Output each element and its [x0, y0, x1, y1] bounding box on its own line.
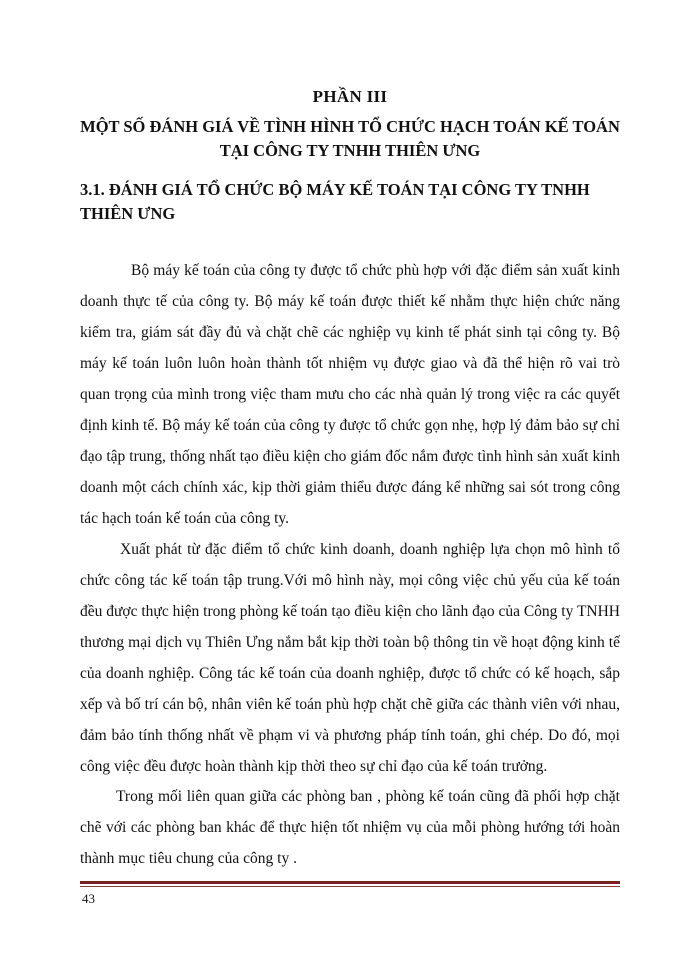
paragraph-2: Xuất phát từ đặc điểm tổ chức kinh doanh, doanh nghiệp lựa chọn mô hình tổ chức công tác kế toán tập trung.Với mô hình này, mọi công việc chủ yếu của kế toán đều được thực hiện trong phòng kế toán tạo điều kiện cho lãnh đạo của Công ty TNHH thương mại dịch vụ Thiên Ưng nắm bắt kịp thời toàn bộ thông tin về hoạt động kinh tế của doanh nghiệp. Công tác kế toán của doanh nghiệp, được tổ chức có kế hoạch, sắp xếp và bố trí cán bộ, nhân viên kế toán phù hợp chặt chẽ giữa các thành viên với nhau, đảm bảo tính thống nhất về phạm vi và phương pháp tính toán, ghi chép. Do đó, mọi công việc đều được hoàn thành kịp thời theo sự chỉ đạo của kế toán trưởng.: [80, 541, 620, 775]
footer-rule-thin: [80, 886, 620, 887]
part-subtitle: MỘT SỐ ĐÁNH GIÁ VỀ TÌNH HÌNH TỔ CHỨC HẠCH TOÁN KẾ TOÁN TẠI CÔNG TY TNHH THIÊN ƯNG: [80, 117, 620, 160]
part-title: PHẦN III: [312, 87, 388, 106]
footer-rule-thick: [80, 881, 620, 884]
paragraph-3: Trong mối liên quan giữa các phòng ban , phòng kế toán cũng đã phối hợp chặt chẽ với các phòng ban khác để thực hiện tốt nhiệm vụ của mỗi phòng hướng tới hoàn thành mục tiêu chung của công ty .: [80, 788, 620, 867]
paragraph-1: Bộ máy kế toán của công ty được tổ chức phù hợp với đặc điểm sản xuất kinh doanh thực tế của công ty. Bộ máy kế toán được thiết kế nhằm thực hiện chức năng kiểm tra, giám sát đầy đủ và chặt chẽ các nghiệp vụ kinh tế phát sinh tại công ty. Bộ máy kế toán luôn luôn hoàn thành tốt nhiệm vụ được giao và đã thể hiện rõ vai trò quan trọng của mình trong việc tham mưu cho các nhà quản lý trong việc ra các quyết định kinh tế. Bộ máy kế toán của công ty được tổ chức gọn nhẹ, hợp lý đảm bảo sự chỉ đạo tập trung, thống nhất tạo điều kiện cho giám đốc nắm được tình hình sản xuất kinh doanh một cách chính xác, kịp thời giảm thiểu được đáng kể những sai sót trong công tác hạch toán kế toán của công ty.: [80, 262, 620, 527]
page-number: 43: [82, 891, 95, 906]
section-heading: 3.1. ĐÁNH GIÁ TỔ CHỨC BỘ MÁY KẾ TOÁN TẠI CÔNG TY TNHH THIÊN ƯNG: [80, 180, 590, 223]
